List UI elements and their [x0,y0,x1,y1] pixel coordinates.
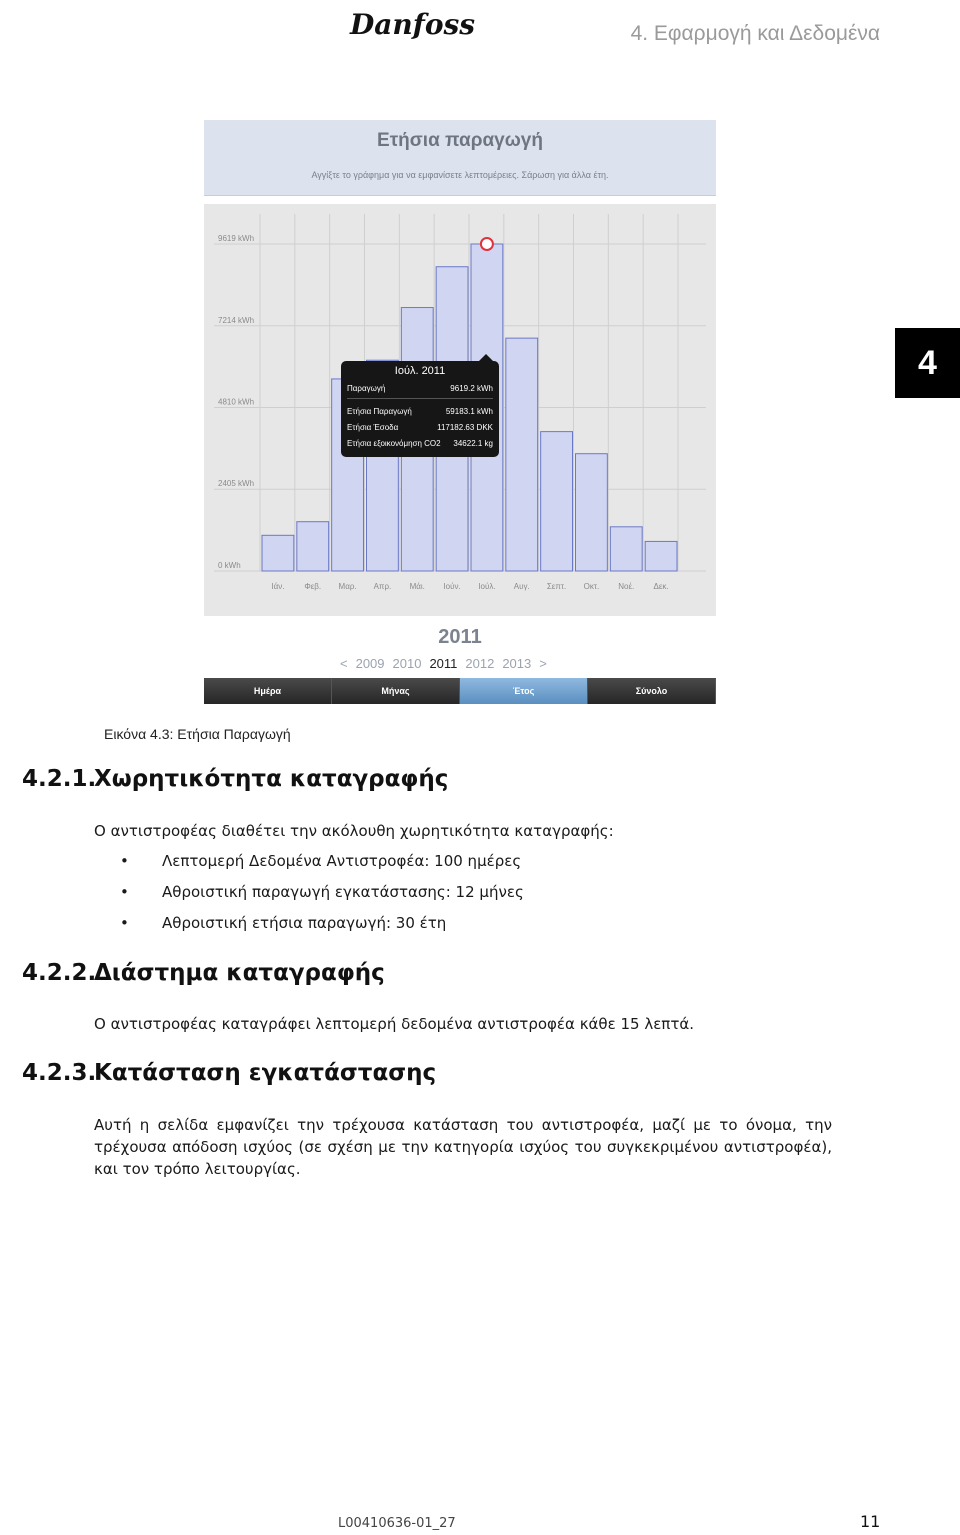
tooltip-label: Ετήσια Παραγωγή [347,407,412,416]
bar-tooltip [341,361,499,457]
figure-caption: Εικόνα 4.3: Ετήσια Παραγωγή [104,726,291,742]
section-text: Αυτή η σελίδα εμφανίζει την τρέχουσα κατάσταση του αντιστροφέα, μαζί με το όνομα, την τρέχουσα απόδοση ισχύος (σε σχέση με την κατηγορία ισχύος του συγκεκριμένου αντιστροφέα), και τον τρόπο λειτουργίας. [94,1116,832,1178]
x-tick-label: Μάι. [409,582,425,591]
y-tick-label: 9619 kWh [218,234,255,243]
figure-subtitle: Αγγίξτε το γράφημα για να εμφανίσετε λεπτομέρειες. Σάρωση για άλλα έτη. [311,170,609,180]
year-option[interactable]: 2012 [465,656,495,671]
prev-year-button[interactable]: < [340,656,348,671]
year-option[interactable]: 2009 [355,656,385,671]
bar[interactable] [506,338,538,571]
period-tabbar [204,678,716,704]
tooltip-value: 9619.2 kWh [450,384,493,393]
x-tick-label: Νοέ. [618,582,635,591]
x-tick-label: Δεκ. [653,582,669,591]
x-tick-label: Φεβ. [304,582,322,591]
x-tick-label: Ιούν. [443,582,461,591]
x-tick-label: Αυγ. [513,582,530,591]
tooltip-label: Ετήσια εξοικονόμηση CO2 [347,439,441,448]
logo-wordmark: Danfoss [350,8,476,41]
tooltip-value: 59183.1 kWh [445,407,493,416]
tooltip-value: 34622.1 kg [453,439,493,448]
year-option[interactable]: 2011 [429,656,458,671]
next-year-button[interactable]: > [539,656,547,671]
list-item-text: Αθροιστική ετήσια παραγωγή: 30 έτη [162,914,447,932]
year-navigator[interactable] [340,656,547,671]
selected-point-marker[interactable] [481,238,493,250]
figure-header [204,120,716,196]
tooltip-row-annual-revenue [347,423,493,432]
tooltip-divider [347,398,493,399]
bar[interactable] [297,522,329,571]
bullet-icon: • [120,914,129,932]
page-number: 11 [860,1512,881,1531]
section-number: 4.2.1. [22,766,97,792]
section-title: Διάστημα καταγραφής [94,960,385,986]
y-tick-label: 7214 kWh [218,315,255,325]
danfoss-logo [348,4,476,44]
section-text: Ο αντιστροφέας καταγράφει λεπτομερή δεδομένα αντιστροφέα κάθε 15 λεπτά. [94,1015,695,1033]
current-year: 2011 [438,626,482,648]
section-heading-4-2-2 [22,960,385,986]
x-tick-label: Ιάν. [271,582,285,591]
bar[interactable] [541,432,573,571]
y-tick-label: 2405 kWh [218,479,255,489]
tooltip-row-production [347,384,493,393]
tooltip-row-annual-production [347,407,493,416]
bar[interactable] [645,541,677,571]
section-heading-4-2-1 [22,766,448,792]
bar[interactable] [576,454,608,571]
document-code: L00410636-01_27 [338,1516,456,1531]
tooltip-month: Ιούλ. 2011 [394,365,446,377]
figure-title: Ετήσια παραγωγή [377,130,543,151]
list-item-text: Αθροιστική παραγωγή εγκατάστασης: 12 μήνες [162,883,524,901]
section-number: 4.2.3. [22,1060,97,1086]
x-tick-label: Σεπτ. [546,582,567,591]
year-option[interactable]: 2010 [392,656,422,671]
section-number: 4.2.2. [22,960,97,986]
section-intro: Ο αντιστροφέας διαθέτει την ακόλουθη χωρητικότητα καταγραφής: [94,822,614,840]
bar[interactable] [610,527,642,571]
x-tick-label: Απρ. [373,582,392,591]
tab-day[interactable]: Ημέρα [204,678,332,704]
tab-month[interactable]: Μήνας [332,678,460,704]
y-tick-label: 0 kWh [218,561,241,570]
chapter-title: 4. Εφαρμογή και Δεδομένα [630,22,880,45]
section-title: Χωρητικότητα καταγραφής [94,766,449,792]
x-tick-label: Ιούλ. [478,582,496,591]
bullet-icon: • [120,852,129,870]
tooltip-row-co2 [347,439,493,448]
section-title: Κατάσταση εγκατάστασης [94,1060,437,1086]
chart-area[interactable] [204,204,716,616]
bullet-icon: • [120,883,129,901]
tooltip-label: Παραγωγή [347,384,386,393]
chapter-tab: 4 [895,328,960,398]
x-tick-label: Οκτ. [583,582,600,591]
year-option[interactable]: 2013 [502,656,532,671]
y-tick-label: 4810 kWh [218,397,255,407]
bar[interactable] [262,535,294,571]
tooltip-label: Ετήσια Έσοδα [347,423,399,432]
tooltip-value: 117182.63 DKK [437,423,493,432]
x-tick-label: Μαρ. [338,582,357,591]
tab-total[interactable]: Σύνολο [588,678,716,704]
tab-year[interactable]: Έτος [460,678,588,704]
section-heading-4-2-3 [22,1060,436,1086]
list-item-text: Λεπτομερή Δεδομένα Αντιστροφέα: 100 ημέρες [162,852,522,870]
annual-production-screenshot [204,120,716,704]
